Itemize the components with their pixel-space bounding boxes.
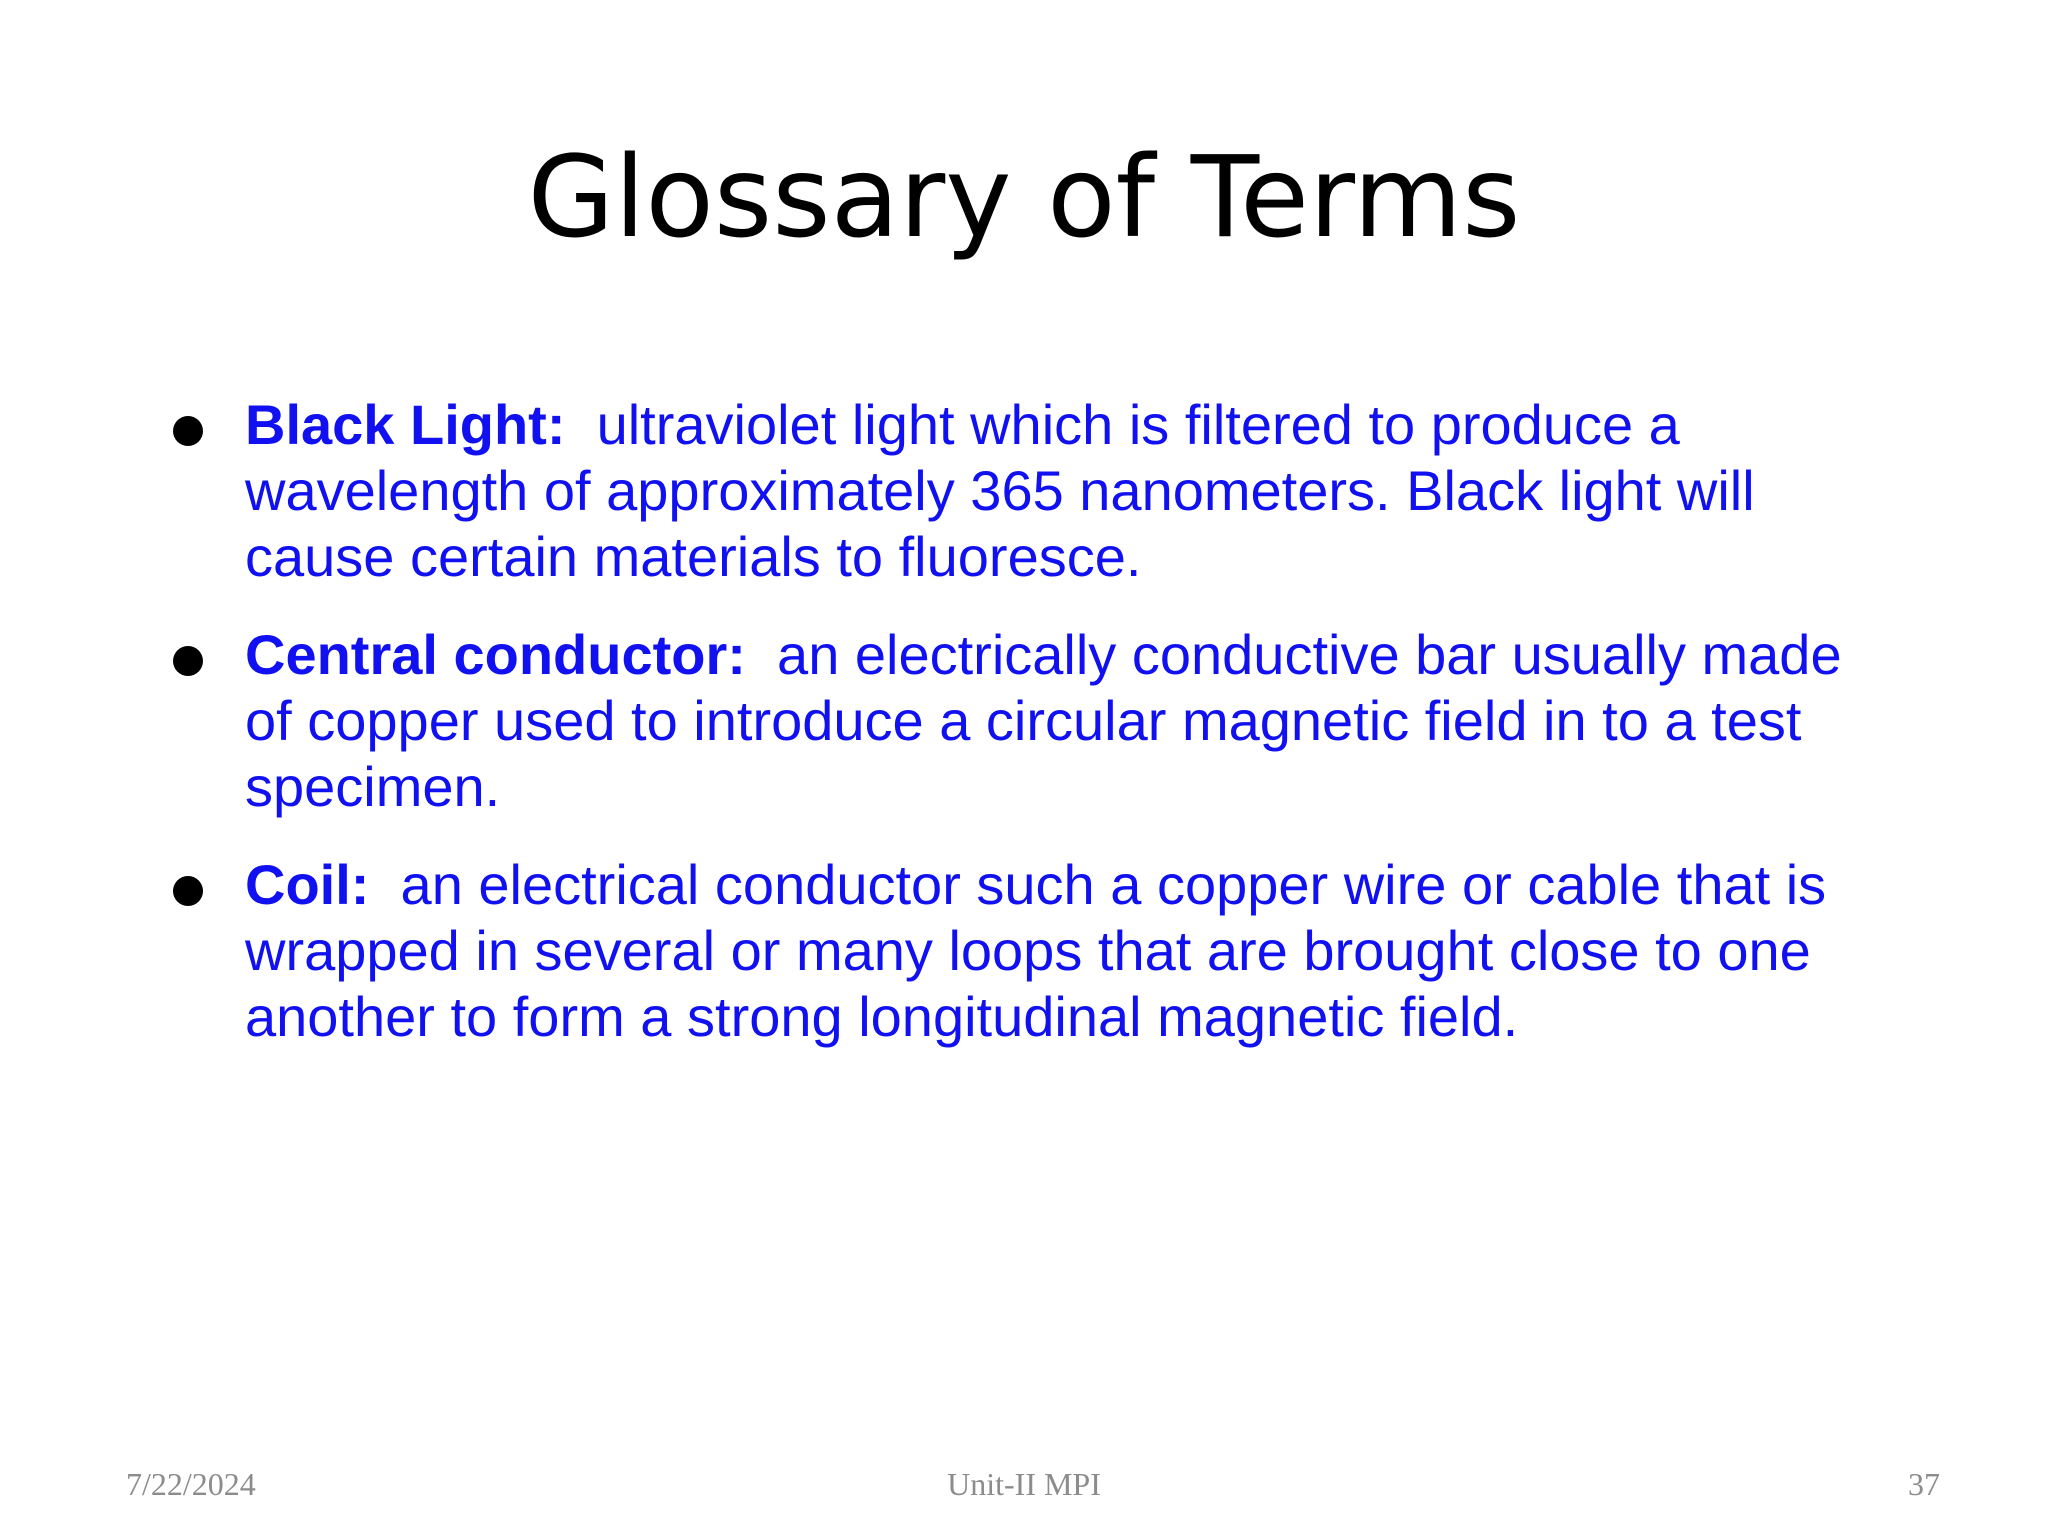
glossary-term: Coil: [245,853,370,916]
footer-title: Unit-II MPI [947,1466,1101,1502]
slide-title: Glossary of Terms [527,133,1521,263]
bullet-icon [173,646,203,676]
glossary-list [165,392,1895,1082]
footer-date: 7/22/2024 [126,1466,256,1502]
glossary-item-central-conductor [165,622,1895,820]
bullet-icon [173,416,203,446]
slide-number: 37 [1908,1466,1940,1502]
glossary-definition: ultraviolet light which is filtered to produce a wavelength of approximately 365 nanometers. Black light will cause certain materials to fluoresce. [245,393,1755,588]
glossary-definition: an electrical conductor such a copper wire or cable that is wrapped in several or many loops that are brought close to one another to form a strong longitudinal magnetic field. [245,853,1827,1048]
glossary-definition: an electrically conductive bar usually made of copper used to introduce a circular magnetic field in to a test specimen. [245,623,1842,818]
glossary-item-black-light [165,392,1895,590]
glossary-term: Central conductor: [245,623,746,686]
glossary-item-coil [165,852,1895,1050]
glossary-term: Black Light: [245,393,566,456]
bullet-icon [173,876,203,906]
